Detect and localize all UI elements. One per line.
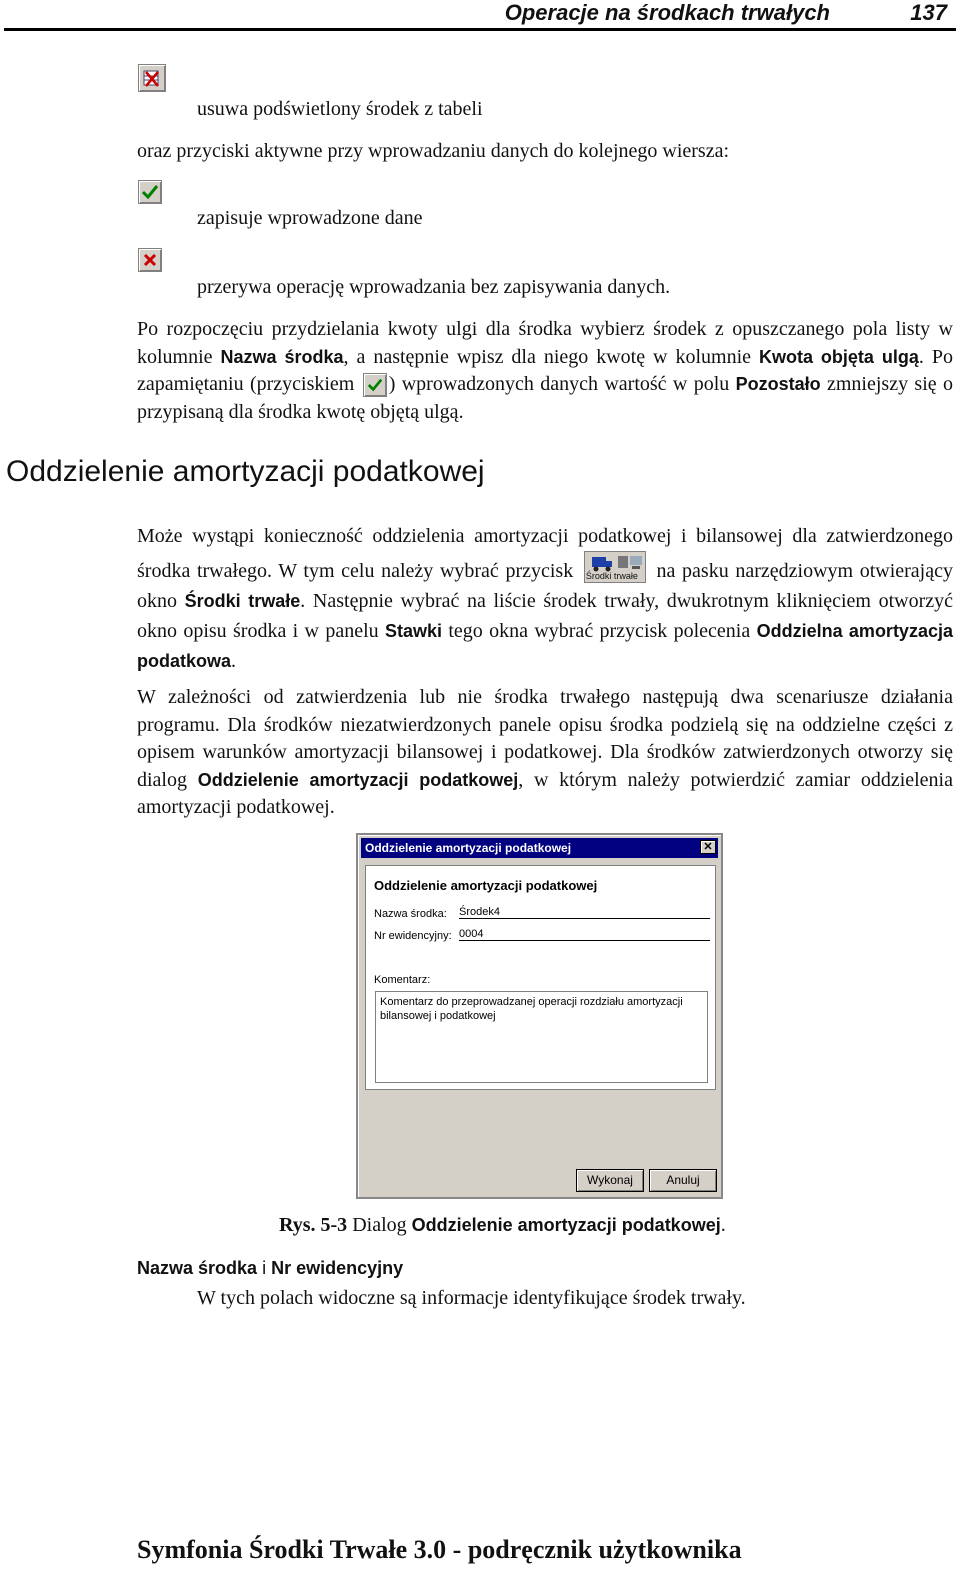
page-footer: Symfonia Środki Trwałe 3.0 - podręcznik użytkownika (137, 1535, 742, 1564)
buttons-intro: oraz przyciski aktywne przy wprowadzaniu danych do kolejnego wiersza: (137, 140, 730, 162)
asset-number-label: Nr ewidencyjny: (374, 930, 452, 942)
delete-description: usuwa podświetlony środek z tabeli (197, 98, 483, 120)
execute-button[interactable]: Wykonaj (576, 1169, 644, 1192)
delete-row-icon (138, 64, 166, 92)
dialog-titlebar (361, 838, 718, 858)
page-number: 137 (910, 0, 947, 25)
dialog-title: Oddzielenie amortyzacji podatkowej (365, 841, 572, 855)
comment-textarea[interactable]: Komentarz do przeprowadzanej operacji rozdziału amortyzacji bilansowej i podatkowej (375, 991, 708, 1083)
fields-description: W tych polach widoczne są informacje identyfikujące środek trwały. (197, 1287, 746, 1309)
figure-caption: Rys. 5-3 Dialog Oddzielenie amortyzacji podatkowej. (279, 1214, 726, 1236)
cancel-description: przerywa operację wprowadzania bez zapisywania danych. (197, 276, 671, 298)
asset-number-field[interactable]: 0004 (459, 928, 710, 941)
fixed-assets-toolbar-icon: Środki trwałe (584, 551, 646, 583)
cancel-cross-icon (138, 248, 162, 272)
save-check-inline-icon (363, 373, 387, 397)
dialog-oddzielenie (356, 833, 723, 1199)
paragraph-ulga: Po rozpoczęciu przydzielania kwoty ulgi dla środka wybierz środek z opuszczanego pola listy w kolumnie Nazwa środka, a następnie wpisz dla niego kwotę w kolumnie Kwota objęta ulgą. Po zapamiętaniu (przyciskiem ) wprowadzonych danych wartość w polu Pozostało zmniejszy się o przypisaną dla środka kwotę objętą ulgą. (137, 318, 953, 423)
comment-label: Komentarz: (374, 974, 431, 986)
fields-term: Nazwa środka i Nr ewidencyjny (137, 1258, 404, 1278)
asset-name-field[interactable]: Środek4 (459, 906, 710, 919)
close-button[interactable]: ✕ (700, 840, 716, 854)
paragraph-scenarios: W zależności od zatwierdzenia lub nie środka trwałego następują dwa scenariusze działania programu. Dla środków niezatwierdzonych panele opisu środka podzielą się na oddzielne części z opisem warunków amortyzacji bilansowej i podatkowej. Dla środków zatwierdzonych otworzy się dialog Oddzielenie amortyzacji podatkowej, w którym należy potwierdzić zamiar oddzielenia amortyzacji podatkowej. (137, 686, 953, 818)
save-check-icon (138, 180, 162, 204)
running-header-title: Operacje na środkach trwałych (504, 0, 830, 25)
dialog-panel (365, 865, 716, 1090)
section-heading: Oddzielenie amortyzacji podatkowej (6, 455, 485, 488)
header-rule (4, 28, 956, 31)
cancel-button[interactable]: Anuluj (649, 1169, 717, 1192)
save-description: zapisuje wprowadzone dane (197, 207, 423, 229)
asset-name-label: Nazwa środka: (374, 908, 447, 920)
dialog-heading: Oddzielenie amortyzacji podatkowej (374, 878, 598, 893)
paragraph-procedure: Może wystąpi konieczność oddzielenia amortyzacji podatkowej i bilansowej dla zatwierdzonego środka trwałego. W tym celu należy wybrać przycisk Środki trwałe na pasku narzędziowym otwierający okno Środki trwałe. Następnie wybrać na liście środek trwały, dwukrotnym kliknięciem otworzyć okno opisu środka i w panelu Stawki tego okna wybrać przycisk polecenia Oddzielna amortyzacja podatkowa. (137, 525, 953, 672)
